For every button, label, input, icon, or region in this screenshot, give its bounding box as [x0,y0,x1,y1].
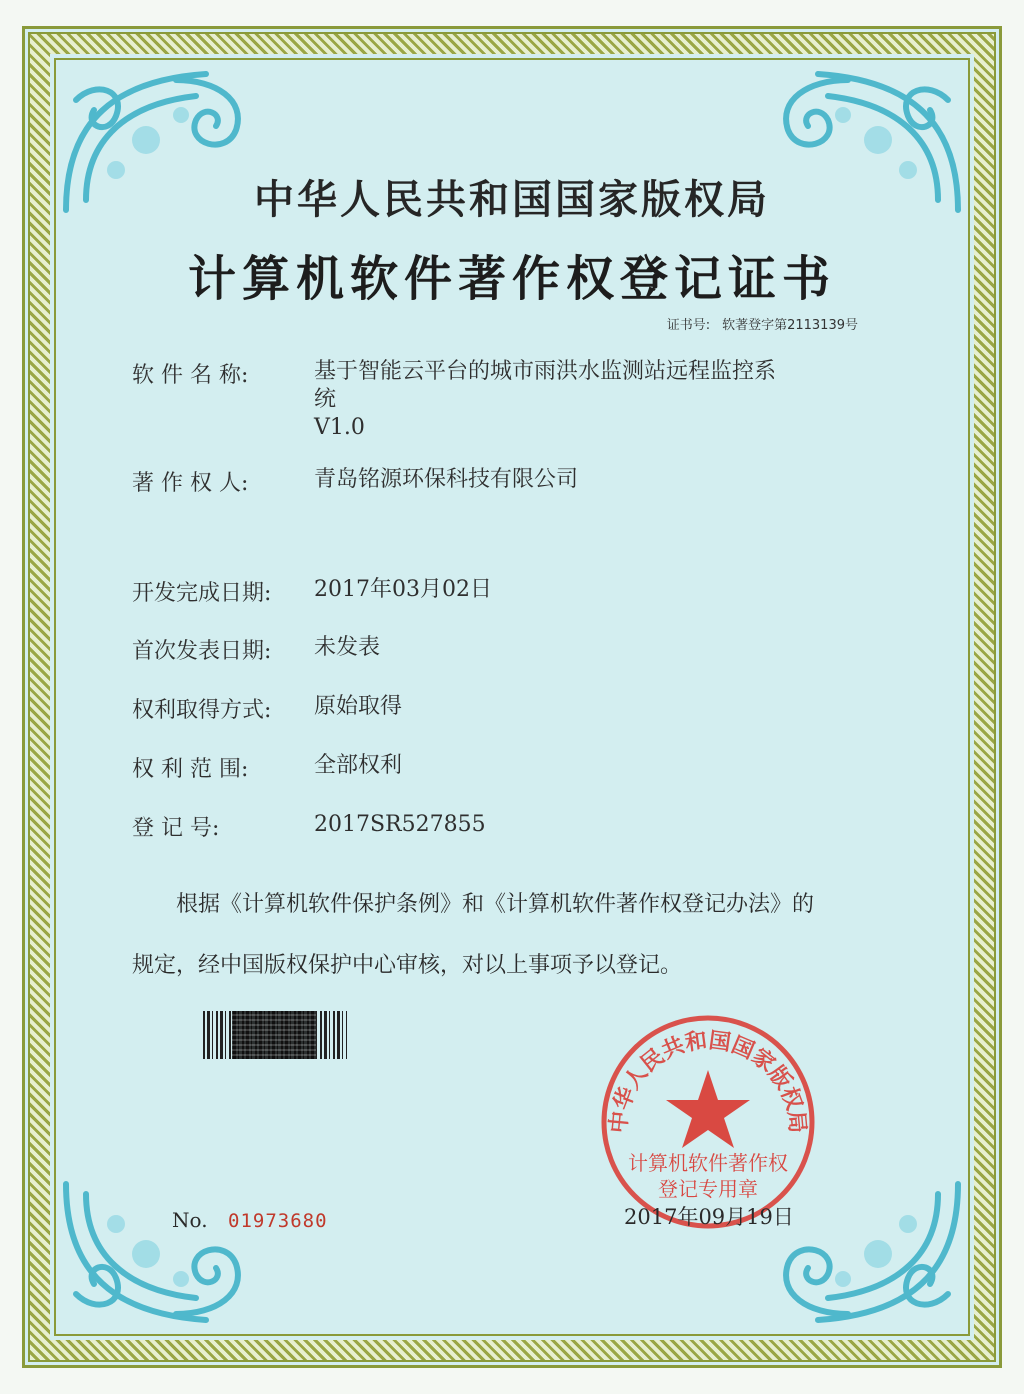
seal-inner-line1: 计算机软件著作权 [628,1151,788,1175]
first-publication-label: 首次发表日期: [132,639,272,664]
registration-number-value: 2017SR527855 [314,812,486,837]
seal-outer-text: 中华人民共和国国家版权局 [606,1028,810,1135]
dev-date-value: 2017年03月02日 [314,577,492,602]
acquisition-method-label: 权利取得方式: [132,698,272,723]
software-version: V1.0 [314,415,365,440]
serial-label: No. [172,1208,208,1232]
certificate-number-label: 证书号: [666,318,711,333]
official-seal [598,1012,818,1232]
software-name-line1: 基于智能云平台的城市雨洪水监测站远程监控系 [314,359,777,384]
certificate-number-value: 软著登字第2113139号 [722,318,858,333]
rights-scope-value: 全部权利 [314,753,403,778]
corner-ornament-bottom-left-icon [56,1174,256,1334]
serial-number: 01973680 [228,1210,328,1232]
certificate-number [667,314,858,333]
issue-date: 2017年09月19日 [624,1205,794,1229]
software-name-value [314,358,854,442]
star-icon [666,1070,750,1148]
issuing-authority: 中华人民共和国国家版权局 [254,177,770,223]
statement-line2: 规定，经中国版权保护中心审核，对以上事项予以登记。 [132,953,683,978]
acquisition-method-value: 原始取得 [314,694,403,719]
certificate-title: 计算机软件著作权登记证书 [187,251,836,307]
barcode-data-icon [232,1011,316,1059]
first-publication-value: 未发表 [314,635,381,660]
registration-number-label: 登 记 号: [132,816,220,841]
dev-date-label: 开发完成日期: [132,581,272,606]
copyright-owner-label: 著 作 权 人: [132,471,249,496]
seal-inner-line2: 登记专用章 [658,1177,758,1201]
software-name-label: 软 件 名 称: [132,363,249,388]
software-name-line2: 统 [314,387,337,412]
statement-line1: 根据《计算机软件保护条例》和《计算机软件著作权登记办法》的 [176,892,815,917]
copyright-owner-value: 青岛铭源环保科技有限公司 [314,467,579,492]
rights-scope-label: 权 利 范 围: [132,757,249,782]
